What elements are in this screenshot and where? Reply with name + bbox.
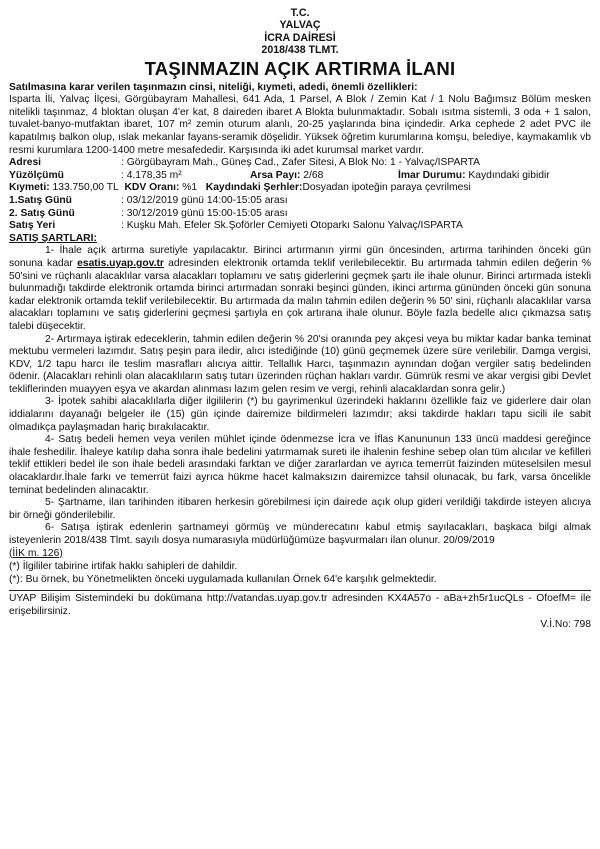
footnote-2: (*): Bu örnek, bu Yönetmelikten önceki uygulamada kullanılan Örnek 64'e karşılık gelmektedir.	[9, 573, 437, 585]
condition-1: 1- İhale açık artırma suretiyle yapılacaktır. Birinci artırmanın yirmi gün öncesinden, artırma tarihinden önceki gün sonuna kadar esatis.uyap.gov.tr adresinden elektronik ortamda teklif verilebilecektir. Bu artırmada tahmin edilen değerin % 50'sini ve rüçhanlı alacaklılar varsa alacakları toplamını ve satış giderlerini geçmek şartı ile ihale olunur. Birinci artırmada istekli bulunmadığı takdirde elektronik ortamda birinci artırmadan sonraki beşinci günden, ikinci artırma gününden önceki gün sonuna kadar elektronik ortamda teklif verilebilecektir. Bu artırmada da malın tahmin edilen değerin % 50' sini, rüçhanlı alacaklılar varsa alacakları toplamını ve satış giderlerini geçmesi şartıyla en çok artırana ihale olunur. Böyle fazla bedelle alıcı çıkmazsa satış talebi düşecektir.	[9, 245, 592, 332]
description-text: Isparta İli, Yalvaç İlçesi, Görgübayram Mahallesi, 641 Ada, 1 Parsel, A Blok / Zemin Kat / 1 Nolu Bağımsız Bölüm mesken nitelikli taşınmaz, 4 bloktan oluşan 4'er kat, 8 daireden ibaret A Blokta bulunmaktadır. Sobalı ısıtma sistemli, 3 oda + 1 salon, tuvalet-banyo-mutfaktan ibaret, 107 m² zemin oturum alanlı, 20-25 yaşlarında bina içindedir. Arka cephede 2 adet PVC ile kapatılmış balkon olup, ıslak mekanlar fayans-seramik döşelidir. Yüksek öğretim kurumlarına komşu, belediye, kaymakamlık vb resmi kurumlara 1200-1400 metre mesafededir. Karşısında iki adet kurumsal market vardır.	[9, 94, 591, 156]
property-description	[9, 82, 591, 158]
law-reference: (İİK m. 126)	[9, 547, 63, 559]
footer-divider	[9, 590, 591, 591]
conditions-heading: SATIŞ ŞARTLARI:	[9, 232, 97, 244]
detail-area-row: Yüzölçümü : 4.178,35 m² Arsa Payı: 2/68 İmar Durumu: Kaydındaki gibidir	[9, 169, 550, 181]
page-title: TAŞINMAZIN AÇIK ARTIRMA İLANI	[144, 57, 456, 79]
detail-sale-place: Satış Yeri : Kuşku Mah. Efeler Sk.Şoförler Cemiyeti Otoparkı Salonu Yalvaç/ISPARTA	[9, 220, 463, 232]
header-district: YALVAÇ	[279, 19, 321, 32]
esatis-link[interactable]: esatis.uyap.gov.tr	[77, 257, 164, 269]
footer-text: UYAP Bilişim Sistemindeki bu dokümana http://vatandas.uyap.gov.tr adresinden KX4A57o - aBa+zh5r1ucQLs - OfoefM= ile erişebilirsiniz.	[9, 593, 591, 617]
footer-vi-number: V.İ.No: 798	[540, 618, 591, 630]
condition-2: 2- Artırmaya iştirak edeceklerin, tahmin edilen değerin % 20'si oranında pey akçesi veya bu miktar kadar banka teminat mektubu vermeleri lazımdır. Satış peşin para iledir, alıcı istediğinde (10) günü geçmemek üzere süre verilebilir. Damga vergisi, KDV, 1/2 tapu harcı ile teslim masrafları alıcıya aittir. Tellallık Harcı, taşınmazın aynından doğan vergiler satış bedelinden ödenir. (Alacakları rehinli olan alacaklıların satış tutarı üzerinden rüçhan hakları vardır. Gümrük resmi ve akar vergisi gibi Devlet tekliflerinden muayyen eşya ve akardan alınması lazım gelen resim ve vergi, rehinli alacaklardan sonra gelir.)	[9, 333, 591, 395]
description-heading: Satılmasına karar verilen taşınmazın cinsi, niteliği, kıymeti, adedi, önemli özellikleri:	[9, 81, 418, 93]
condition-5: 5- Şartname, ilan tarihinden itibaren herkesin görebilmesi için dairede açık olup gideri verildiği takdirde isteyen alıcıya bir örneği gönderilebilir.	[9, 497, 591, 521]
property-details	[9, 157, 591, 233]
condition-3: 3- İpotek sahibi alacaklılarla diğer ilgililerin (*) bu gayrimenkul üzerindeki haklarını özellikle faiz ve giderlere dair olan iddialarını dayanağı belgeler ile (15) gün içinde dairemize bildirmeleri lazımdır; aksi takdirde hakları tapu sicili ile sabit olmadıkça paylaşmadan hariç bırakılacaktır.	[9, 396, 591, 433]
footnote-1: (*) İlgililer tabirine irtifak hakkı sahipleri de dahildir.	[9, 561, 238, 573]
condition-6: 6- Satışa iştirak edenlerin şartnameyi görmüş ve münderecatını kabul etmiş sayılacakları, başkaca bilgi almak isteyenlerin 2018/438 Tlmt. sayılı dosya numarasıyla müdürlüğümüze başvurmaları ilan olunur. 20/09/2019	[9, 522, 591, 546]
condition-4: 4- Satış bedeli hemen veya verilen mühlet içinde ödenmezse İcra ve İflas Kanununun 133 üncü maddesi gereğince ihale feshedilir. İhaleye katılıp daha sonra ihale bedelini yatırmamak sureti ile ihalenin feshine sebep olan tüm alıcılar ve kefilleri teklif ettikleri bedel ile son ihale bedeli arasındaki farktan ve diğer zararlardan ve ayrıca temerrüt faizinden müteselsilen mesul olacaklardır.İhale farkı ve temerrüt faizi ayrıca hükme hacet kalmaksızın dairemizce tahsil olunacak, bu fark, varsa öncelikle teminat bedelinden alınacaktır.	[9, 434, 591, 496]
header-country: T.C.	[290, 7, 310, 19]
header-file-number: 2018/438 TLMT.	[261, 44, 339, 57]
detail-first-sale: 1.Satış Günü : 03/12/2019 günü 14:00-15:05 arası	[9, 194, 288, 206]
detail-value-row: Kıymeti: 133.750,00 TL KDV Oranı: %1 Kaydındaki Şerhler:Dosyadan ipoteğin paraya çevrilmesi	[9, 182, 471, 194]
detail-address: Adresi : Görgübayram Mah., Güneş Cad., Zafer Sitesi, A Blok No: 1 - Yalvaç/ISPARTA	[9, 157, 481, 169]
header	[9, 7, 591, 57]
detail-second-sale: 2. Satış Günü : 30/12/2019 günü 15:00-15:05 arası	[9, 207, 288, 219]
header-office: İCRA DAİRESİ	[264, 31, 336, 44]
